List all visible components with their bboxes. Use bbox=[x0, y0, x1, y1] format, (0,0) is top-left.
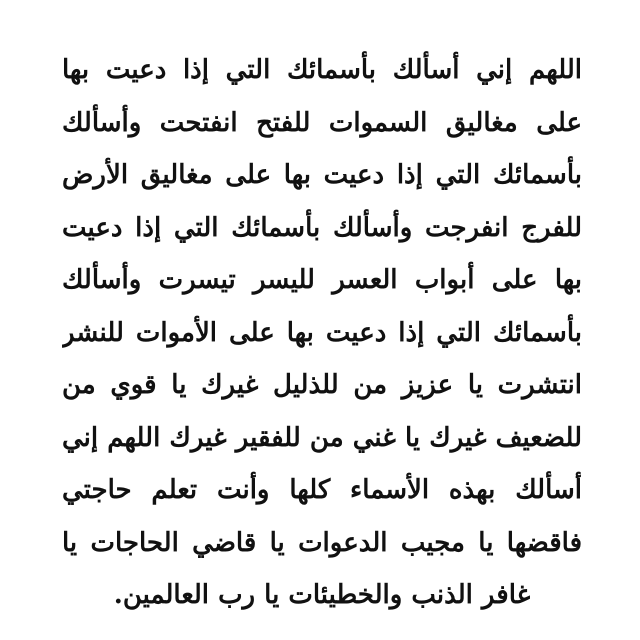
text-line-8: للضعيف غيرك يا غني من للفقير غيرك اللهم إني bbox=[62, 422, 582, 453]
text-line-5: بها على أبواب العسر لليسر تيسرت وأسألك bbox=[62, 265, 582, 295]
text-line-4: للفرج انفرجت وأسألك بأسمائك التي إذا دعيت bbox=[62, 212, 582, 243]
text-line-9: أسألك بهذه الأسماء كلها وأنت تعلم حاجتي bbox=[62, 475, 582, 505]
text-line-7: انتشرت يا عزيز من للذليل غيرك يا قوي من bbox=[62, 370, 582, 400]
text-line-6: بأسمائك التي إذا دعيت بها على الأموات للنشر bbox=[62, 317, 582, 348]
supplication-text bbox=[62, 44, 582, 622]
text-line-1: اللهم إني أسألك بأسمائك التي إذا دعيت بها bbox=[62, 55, 582, 85]
text-line-3: بأسمائك التي إذا دعيت بها على مغاليق الأرض bbox=[62, 160, 582, 190]
text-line-11: غافر الذنب والخطيئات يا رب العالمين. bbox=[113, 580, 531, 610]
text-line-10: فاقضها يا مجيب الدعوات يا قاضي الحاجات يا bbox=[62, 527, 582, 558]
text-line-2: على مغاليق السموات للفتح انفتحت وأسألك bbox=[62, 107, 582, 138]
